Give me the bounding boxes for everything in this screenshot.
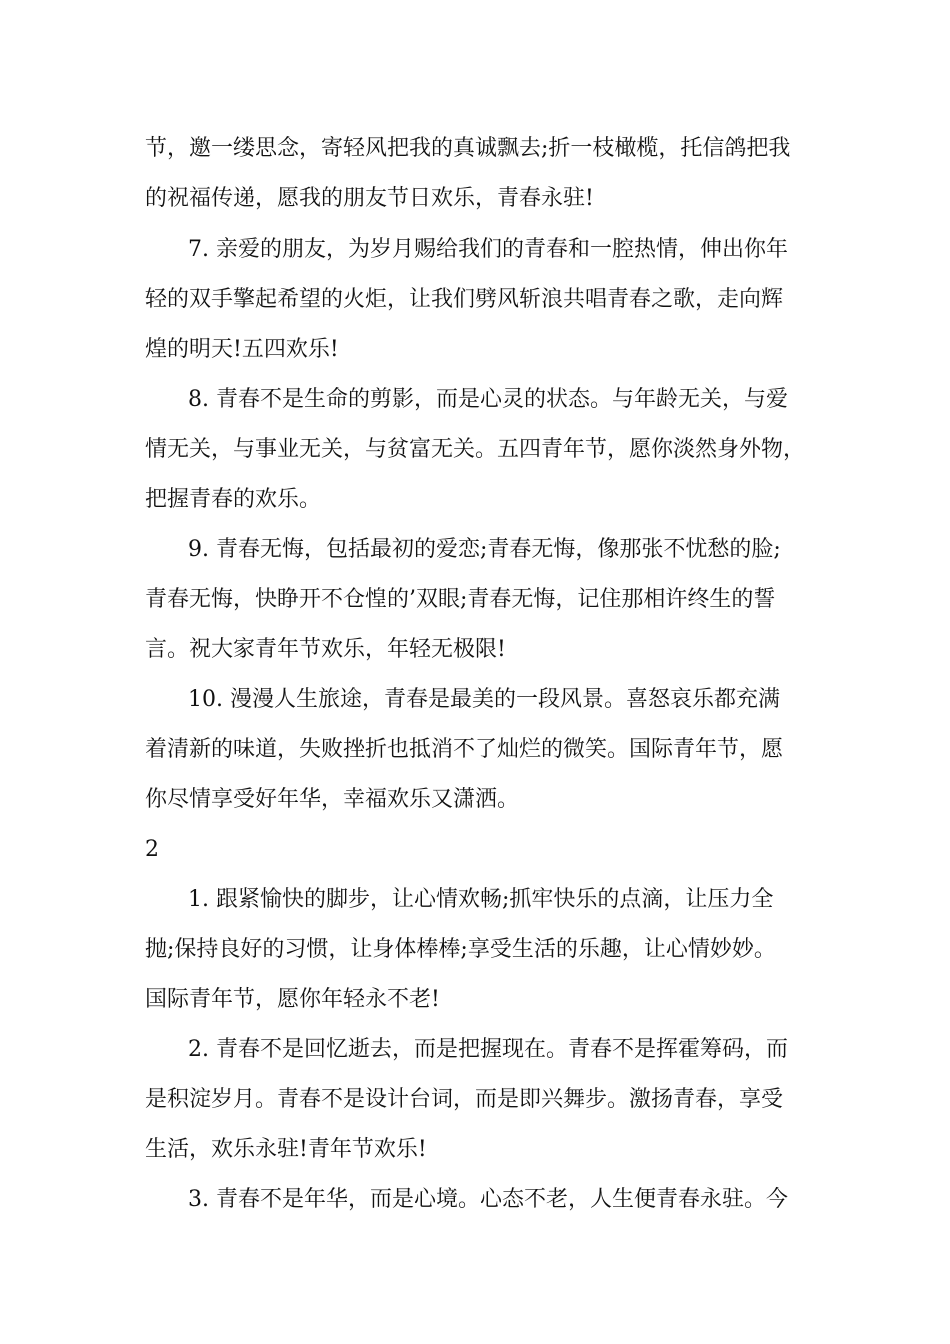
text-line: 把握青春的欢乐。 [145, 487, 322, 512]
text-line: 抛;保持良好的习惯，让身体棒棒;享受生活的乐趣，让心情妙妙。 [145, 937, 776, 962]
text-line: 情无关，与事业无关，与贫富无关。五四青年节，愿你淡然身外物， [145, 437, 806, 462]
paragraph-start-line: 1. 跟紧愉快的脚步，让心情欢畅;抓牢快乐的点滴，让压力全 [188, 887, 774, 912]
text-line: 言。祝大家青年节欢乐，年轻无极限! [145, 637, 506, 662]
text-line: 的祝福传递，愿我的朋友节日欢乐，青春永驻! [145, 186, 594, 211]
text-line: 你尽情享受好年华，幸福欢乐又潇洒。 [145, 787, 520, 812]
section-number: 2 [145, 837, 159, 862]
text-line: 节，邀一缕思念，寄轻风把我的真诚飘去;折一枝橄榄，托信鸽把我 [145, 136, 791, 161]
text-line: 轻的双手擎起希望的火炬，让我们劈风斩浪共唱青春之歌，走向辉 [145, 287, 784, 312]
text-line: 国际青年节，愿你年轻永不老! [145, 987, 440, 1012]
paragraph-start-line: 8. 青春不是生命的剪影，而是心灵的状态。与年龄无关，与爱 [188, 387, 788, 412]
paragraph-start-line: 3. 青春不是年华，而是心境。心态不老，人生便青春永驻。今 [188, 1187, 788, 1212]
text-line: 生活，欢乐永驻!青年节欢乐! [145, 1137, 427, 1162]
text-line: 是积淀岁月。青春不是设计台词，而是即兴舞步。激扬青春，享受 [145, 1087, 784, 1112]
paragraph-start-line: 9. 青春无悔，包括最初的爱恋;青春无悔，像那张不忧愁的脸; [188, 537, 781, 562]
paragraph-start-line: 10. 漫漫人生旅途，青春是最美的一段风景。喜怒哀乐都充满 [188, 687, 780, 712]
paragraph-start-line: 7. 亲爱的朋友，为岁月赐给我们的青春和一腔热情，伸出你年 [188, 237, 788, 262]
text-line: 煌的明天!五四欢乐! [145, 337, 339, 362]
text-line: 着清新的味道，失败挫折也抵消不了灿烂的微笑。国际青年节，愿 [145, 737, 784, 762]
paragraph-start-line: 2. 青春不是回忆逝去，而是把握现在。青春不是挥霍筹码，而 [188, 1037, 788, 1062]
text-line: 青春无悔，快睁开不仓惶的’双眼;青春无悔，记住那相许终生的誓 [145, 587, 776, 612]
